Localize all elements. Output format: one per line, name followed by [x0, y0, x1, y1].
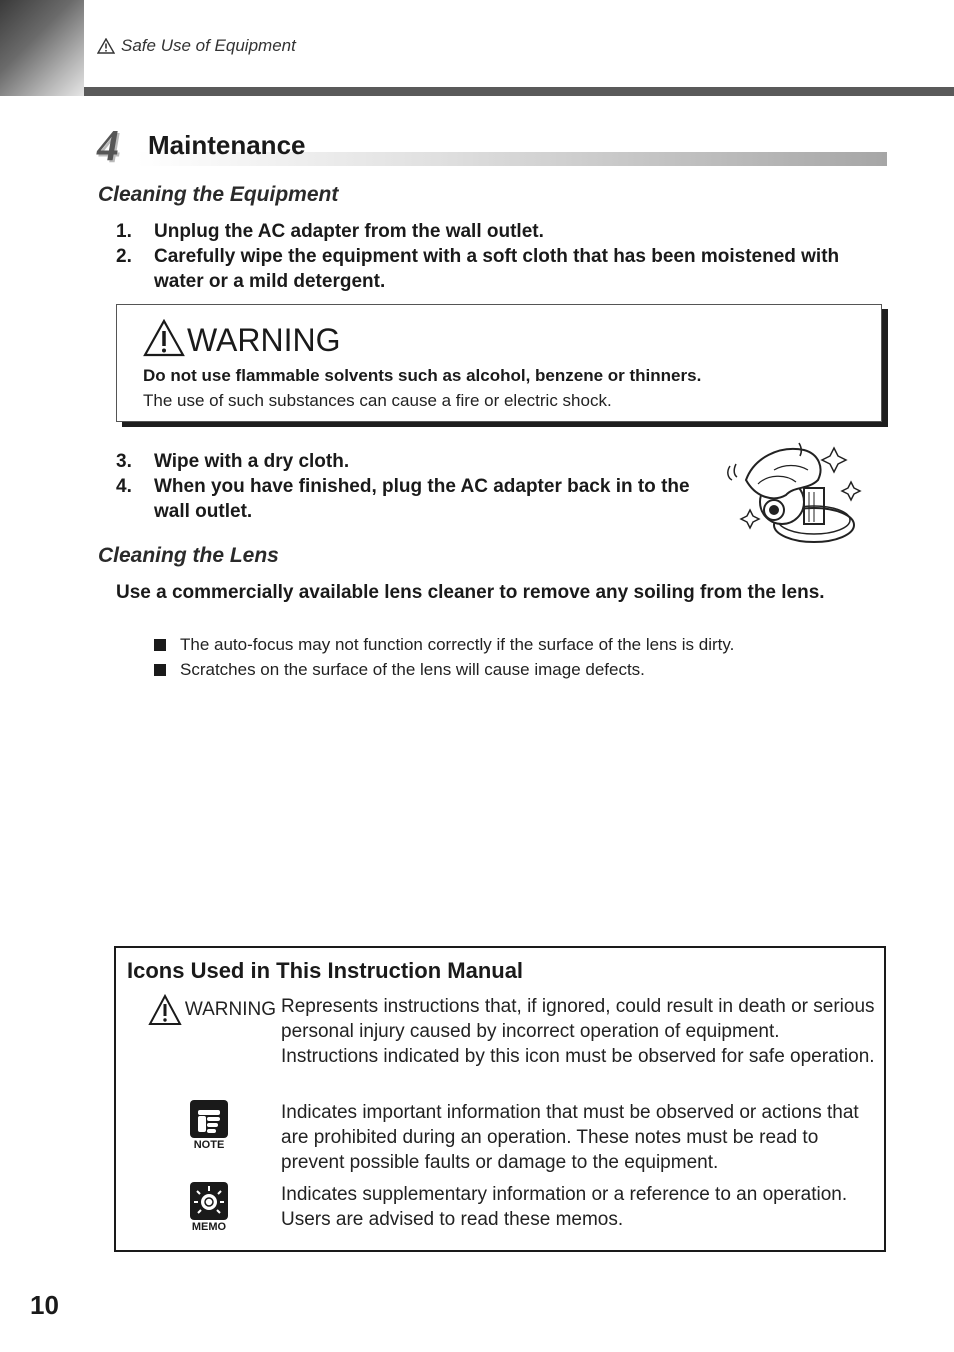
warning-title: WARNING — [143, 319, 340, 357]
step-item: 3. Wipe with a dry cloth. — [116, 451, 350, 472]
icon-label-memo: MEMO — [191, 1221, 227, 1233]
icons-legend-box — [114, 946, 886, 1252]
warning-body-text: The use of such substances can cause a fire or electric shock. — [143, 391, 612, 410]
step-item: 1. Unplug the AC adapter from the wall outlet. — [116, 221, 544, 242]
section-title: Maintenance — [148, 130, 306, 160]
page-number: 10 — [30, 1290, 59, 1320]
warning-triangle-icon — [143, 319, 185, 357]
icon-label-note: NOTE — [193, 1139, 225, 1151]
list-item: Scratches on the surface of the lens will cause image defects. — [154, 657, 734, 682]
lens-bullets — [154, 632, 734, 682]
warning-triangle-icon — [148, 994, 182, 1026]
subheading-cleaning-lens: Cleaning the Lens — [98, 544, 279, 567]
bullet-square — [154, 639, 166, 651]
icon-desc-note: Indicates important information that must be observed or actions that are prohibited during an operation. These notes must be read to prevent possible faults or damage to the equipment. — [281, 1102, 859, 1173]
warning-box — [116, 304, 882, 422]
step-item: 2. Carefully wipe the equipment with a soft cloth that has been moistened with water or a mild detergent. — [116, 246, 840, 292]
section-number: 4 — [97, 121, 119, 170]
list-item: The auto-focus may not function correctly if the surface of the lens is dirty. — [154, 632, 734, 657]
camera-cleaning-illustration — [724, 440, 864, 555]
lens-paragraph: Use a commercially available lens cleaner to remove any soiling from the lens. — [116, 582, 825, 603]
corner-tab — [0, 0, 84, 96]
steps-list-1 — [116, 219, 876, 294]
icon-desc-memo: Indicates supplementary information or a reference to an operation. Users are advised to read these memos. — [281, 1184, 848, 1230]
section-heading — [97, 121, 887, 170]
running-header — [97, 36, 296, 56]
warning-triangle-icon — [97, 38, 115, 54]
icons-legend-title: Icons Used in This Instruction Manual — [127, 958, 524, 983]
bullet-square — [154, 664, 166, 676]
light-bulb-icon — [190, 1182, 228, 1220]
pointing-hand-icon — [190, 1100, 228, 1138]
header-bar — [84, 87, 954, 96]
warning-bold-text: Do not use flammable solvents such as alcohol, benzene or thinners. — [143, 366, 702, 385]
icon-desc-warning: Represents instructions that, if ignored, could result in death or serious personal injury caused by incorrect operation of equipment. Instructions indicated by this icon must be observed for safe operation. — [281, 996, 875, 1067]
subheading-cleaning-equipment: Cleaning the Equipment — [98, 183, 339, 206]
step-item: 4. When you have finished, plug the AC adapter back in to the wall outlet. — [116, 476, 690, 522]
running-header-text: Safe Use of Equipment — [121, 36, 296, 55]
steps-list-2 — [116, 449, 716, 524]
icon-label-warning: WARNING — [184, 999, 276, 1020]
